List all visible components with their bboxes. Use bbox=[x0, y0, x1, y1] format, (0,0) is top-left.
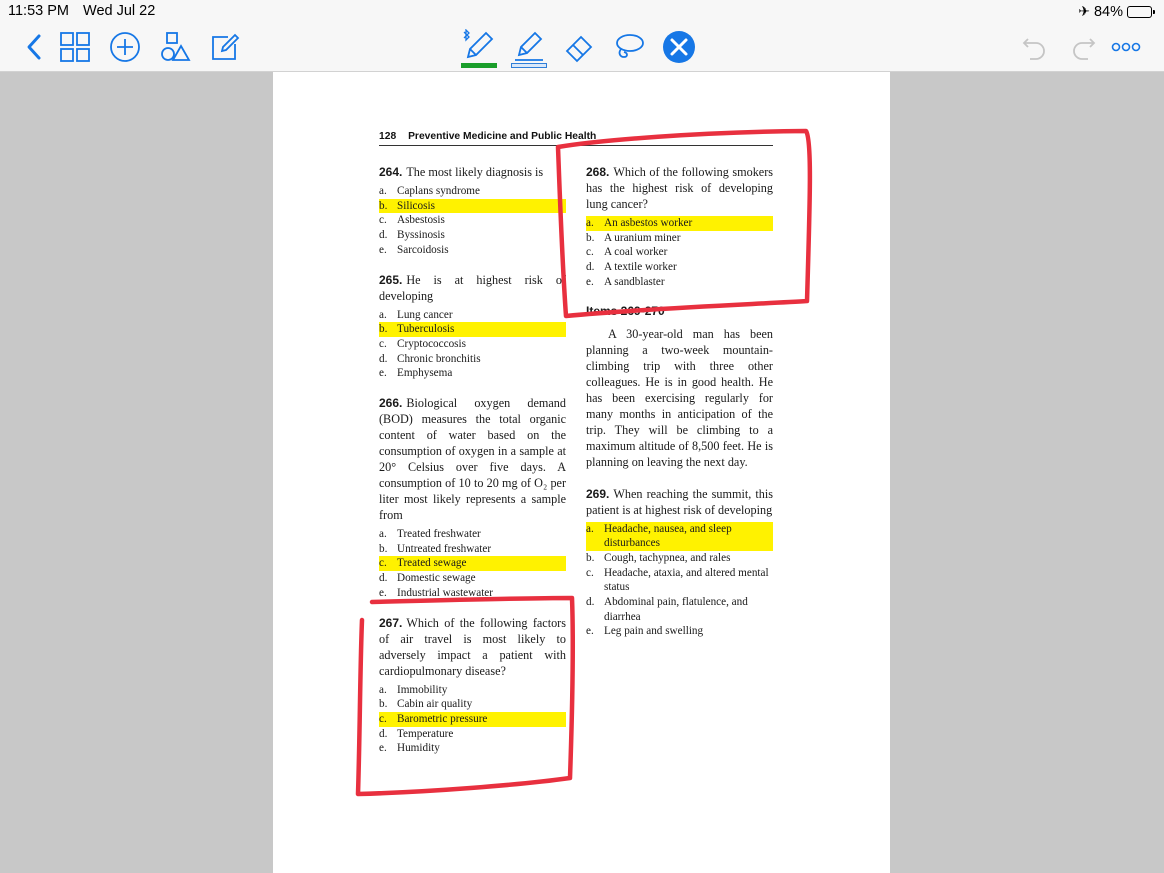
answer-option[interactable] bbox=[586, 551, 773, 566]
question-text: When reaching the summit, this patient is at highest risk of developing bbox=[586, 486, 773, 517]
option-letter: e. bbox=[586, 625, 594, 638]
right-column bbox=[586, 164, 773, 653]
option-letter: d. bbox=[586, 596, 595, 609]
question-266 bbox=[379, 395, 566, 601]
battery-percent: 84% bbox=[1093, 3, 1123, 20]
answer-option[interactable] bbox=[586, 624, 773, 639]
option-text: Humidity bbox=[397, 742, 440, 755]
answer-option[interactable] bbox=[586, 216, 773, 231]
option-letter: e. bbox=[379, 742, 387, 755]
option-letter: d. bbox=[379, 229, 388, 242]
answer-option[interactable] bbox=[586, 231, 773, 246]
question-number: 268. bbox=[586, 165, 610, 179]
answer-option[interactable] bbox=[586, 275, 773, 290]
airplane-mode-icon: ✈ bbox=[1078, 3, 1090, 19]
eraser-icon[interactable] bbox=[561, 29, 597, 65]
option-text: Barometric pressure bbox=[397, 712, 566, 727]
status-time: 11:53 PM bbox=[8, 3, 69, 19]
answer-option[interactable] bbox=[586, 260, 773, 275]
question-268 bbox=[586, 164, 773, 290]
option-text: Tuberculosis bbox=[397, 322, 566, 337]
answer-option[interactable] bbox=[379, 712, 566, 727]
answer-option[interactable] bbox=[379, 727, 566, 742]
option-text: Untreated freshwater bbox=[397, 542, 492, 555]
option-letter: e. bbox=[379, 586, 387, 599]
answer-option[interactable] bbox=[379, 213, 566, 228]
running-title: Preventive Medicine and Public Health bbox=[408, 131, 597, 142]
answer-option[interactable] bbox=[379, 243, 566, 258]
question-stem bbox=[586, 486, 773, 518]
option-text: Abdominal pain, flatulence, and diarrhea bbox=[604, 596, 748, 623]
option-text: Cabin air quality bbox=[397, 698, 473, 711]
option-text: A sandblaster bbox=[604, 275, 665, 288]
option-text: Silicosis bbox=[397, 199, 566, 214]
option-letter: d. bbox=[379, 352, 388, 365]
answer-option[interactable] bbox=[379, 322, 566, 337]
question-264 bbox=[379, 164, 566, 258]
status-bar-right bbox=[1078, 3, 1152, 20]
answer-option[interactable] bbox=[379, 556, 566, 571]
answer-option[interactable] bbox=[379, 741, 566, 756]
app-toolbar bbox=[0, 0, 1164, 72]
option-letter: c. bbox=[379, 556, 397, 571]
document-page[interactable] bbox=[273, 72, 890, 873]
option-letter: d. bbox=[379, 727, 388, 740]
option-text: Treated sewage bbox=[397, 556, 566, 571]
question-number: 267. bbox=[379, 615, 403, 630]
option-letter: b. bbox=[379, 542, 388, 555]
option-letter: c. bbox=[379, 337, 387, 350]
option-letter: c. bbox=[586, 246, 594, 259]
option-text: A textile worker bbox=[604, 261, 677, 274]
option-letter: c. bbox=[586, 566, 594, 579]
option-text: Industrial wastewater bbox=[397, 586, 493, 599]
option-text: A coal worker bbox=[604, 246, 668, 259]
option-text: Asbestosis bbox=[397, 214, 445, 227]
answer-option[interactable] bbox=[379, 308, 566, 323]
answer-option[interactable] bbox=[379, 697, 566, 712]
add-circle-icon[interactable] bbox=[107, 29, 143, 65]
option-text: A uranium miner bbox=[604, 231, 681, 244]
question-stem bbox=[379, 395, 566, 523]
option-text: Headache, ataxia, and altered mental status bbox=[604, 566, 769, 594]
option-letter: c. bbox=[379, 712, 397, 727]
option-text: Domestic sewage bbox=[397, 572, 476, 585]
answer-option[interactable] bbox=[379, 586, 566, 601]
more-icon[interactable] bbox=[1108, 29, 1144, 65]
question-text: Which of the following factors of air travel is most likely to adversely impact a patient with cardiopulmonary disease? bbox=[379, 615, 566, 678]
option-letter: d. bbox=[379, 572, 388, 585]
edit-document-icon[interactable] bbox=[206, 29, 242, 65]
question-stem bbox=[379, 272, 566, 304]
answer-option[interactable] bbox=[379, 352, 566, 367]
option-letter: b. bbox=[379, 322, 397, 337]
answer-option[interactable] bbox=[586, 566, 773, 595]
option-letter: a. bbox=[379, 528, 387, 541]
option-letter: b. bbox=[379, 698, 388, 711]
option-text: Headache, nausea, and sleep disturbances bbox=[604, 522, 773, 551]
question-number: 266. bbox=[379, 396, 403, 411]
thumbnails-grid-icon[interactable] bbox=[57, 29, 93, 65]
question-text: Biological oxygen demand (BOD) measures the total organic content of water based on the consumption of oxygen in a sample at 20° Celsius over five days. A consumption of 10 to 20 mg of O₂ per liter most likely represents a sample from bbox=[379, 396, 566, 523]
battery-icon bbox=[1127, 6, 1152, 18]
option-text: Leg pain and swelling bbox=[604, 625, 704, 638]
running-head bbox=[379, 131, 773, 146]
question-text: Which of the following smokers has the highest risk of developing lung cancer? bbox=[586, 165, 773, 211]
option-text: Immobility bbox=[397, 683, 448, 696]
option-text: Treated freshwater bbox=[397, 528, 481, 541]
option-text: Sarcoidosis bbox=[397, 243, 449, 256]
answer-option[interactable] bbox=[379, 184, 566, 199]
back-chevron-icon[interactable] bbox=[16, 29, 52, 65]
option-letter: a. bbox=[379, 683, 387, 696]
question-stem bbox=[586, 164, 773, 212]
highlighter-color-indicator bbox=[511, 63, 547, 68]
option-text: Cryptococcosis bbox=[397, 337, 466, 350]
answer-option[interactable] bbox=[379, 571, 566, 586]
option-text: Byssinosis bbox=[397, 229, 445, 242]
items-heading: Items 269-270 bbox=[586, 303, 665, 316]
option-letter: a. bbox=[379, 308, 387, 321]
question-267 bbox=[379, 615, 566, 757]
option-letter: d. bbox=[586, 261, 595, 274]
option-letter: a. bbox=[586, 522, 604, 551]
answer-option[interactable] bbox=[586, 245, 773, 260]
option-text: Caplans syndrome bbox=[397, 185, 480, 197]
option-letter: e. bbox=[379, 367, 387, 380]
undo-icon[interactable] bbox=[1016, 29, 1052, 65]
option-text: Cough, tachypnea, and rales bbox=[604, 551, 731, 564]
answer-option[interactable] bbox=[379, 527, 566, 542]
answer-option[interactable] bbox=[379, 683, 566, 698]
question-text: The most likely diagnosis is bbox=[406, 165, 544, 179]
option-text: Emphysema bbox=[397, 367, 453, 380]
answer-option[interactable] bbox=[379, 366, 566, 381]
option-text: Chronic bronchitis bbox=[397, 352, 481, 365]
option-letter: b. bbox=[586, 551, 595, 564]
page-number: 128 bbox=[379, 131, 397, 142]
question-265 bbox=[379, 272, 566, 382]
bluetooth-pen-icon[interactable] bbox=[460, 29, 496, 65]
option-letter: b. bbox=[379, 199, 397, 214]
option-letter: e. bbox=[586, 275, 594, 288]
scenario-text: A 30-year-old man has been planning a two-week mountain-climbing trip with three other colleagues. He is in good health. He has been exercising regularly for many months in anticipation of the trip. They will be climbing to a maximum altitude of 8,500 feet. He is planning on leaving the next day. bbox=[586, 326, 773, 469]
question-number: 269. bbox=[586, 486, 610, 501]
status-bar-left bbox=[8, 3, 155, 19]
answer-option[interactable] bbox=[379, 199, 566, 214]
option-letter: b. bbox=[586, 231, 595, 244]
pen-color-indicator bbox=[461, 63, 497, 68]
answer-option[interactable] bbox=[379, 228, 566, 243]
answer-option[interactable] bbox=[379, 542, 566, 557]
question-text: He is at highest risk of developing bbox=[379, 272, 566, 303]
option-text: An asbestos worker bbox=[604, 216, 773, 231]
option-text: Lung cancer bbox=[397, 308, 453, 321]
answer-option[interactable] bbox=[586, 595, 773, 624]
left-column bbox=[379, 164, 566, 770]
question-number: 264. bbox=[379, 165, 403, 179]
option-letter: e. bbox=[379, 243, 387, 256]
question-number: 265. bbox=[379, 272, 403, 287]
close-circle-icon[interactable] bbox=[661, 29, 697, 65]
option-letter: c. bbox=[379, 214, 387, 227]
highlighter-icon[interactable] bbox=[511, 29, 547, 65]
answer-option[interactable] bbox=[379, 337, 566, 352]
lasso-icon[interactable] bbox=[611, 29, 647, 65]
question-269 bbox=[586, 486, 773, 640]
status-date: Wed Jul 22 bbox=[83, 3, 156, 19]
question-stem bbox=[379, 615, 566, 679]
option-letter: a. bbox=[379, 185, 387, 197]
redo-icon[interactable] bbox=[1066, 29, 1102, 65]
question-stem bbox=[379, 164, 566, 180]
option-text: Temperature bbox=[397, 727, 454, 740]
answer-option[interactable] bbox=[586, 522, 773, 551]
option-letter: a. bbox=[586, 216, 604, 231]
shapes-icon[interactable] bbox=[157, 29, 193, 65]
